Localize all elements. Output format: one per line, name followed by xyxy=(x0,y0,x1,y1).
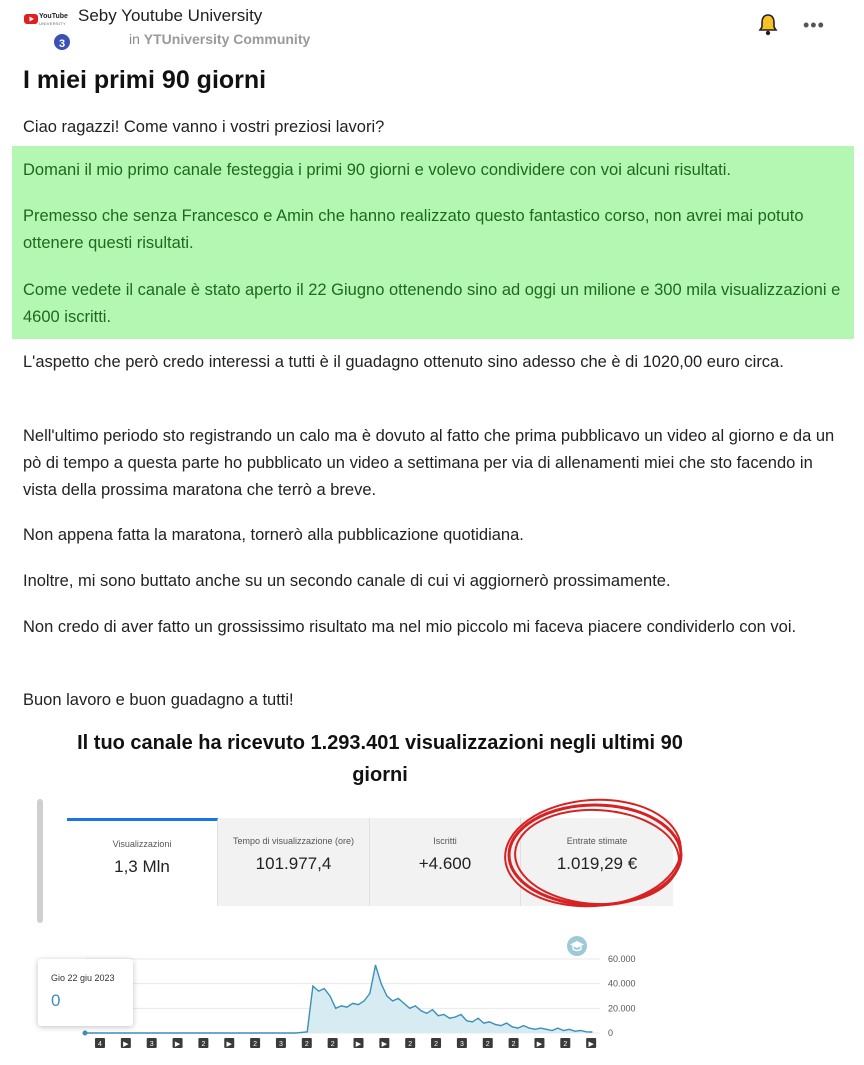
metric-value: 101.977,4 xyxy=(255,854,332,873)
upload-marker-label: 3 xyxy=(149,1041,154,1048)
data-point xyxy=(438,1015,439,1016)
data-point xyxy=(164,1032,165,1033)
data-point xyxy=(312,986,313,987)
data-point xyxy=(255,1032,256,1033)
post-paragraph: Non credo di aver fatto un grossissimo risultato ma nel mio piccolo mi faceva piacere condividerlo con voi. xyxy=(23,618,797,636)
data-point xyxy=(346,1007,347,1008)
data-point xyxy=(460,1014,461,1015)
data-point xyxy=(159,1032,160,1033)
y-tick-label: 20.000 xyxy=(608,1003,636,1014)
data-point xyxy=(381,983,382,984)
data-point xyxy=(187,1032,188,1033)
data-point xyxy=(130,1032,131,1033)
metric-label: Iscritti xyxy=(433,836,457,846)
data-point xyxy=(221,1032,222,1033)
data-point xyxy=(113,1032,114,1033)
data-point xyxy=(238,1032,239,1033)
data-point xyxy=(136,1032,137,1033)
data-point xyxy=(574,1031,575,1032)
data-point xyxy=(478,1018,479,1019)
upload-marker-label: 2 xyxy=(563,1041,568,1048)
data-point xyxy=(569,1029,570,1030)
data-point xyxy=(204,1032,205,1033)
data-point xyxy=(176,1032,177,1033)
y-tick-label: 0 xyxy=(608,1028,614,1038)
metric-tab-subscribers[interactable] xyxy=(370,818,521,906)
upload-marker-label: ▶ xyxy=(381,1041,388,1048)
metric-tab-watch-time[interactable] xyxy=(218,818,370,906)
chart-tooltip xyxy=(38,959,133,1026)
post-paragraph: Inoltre, mi sono buttato anche su un secondo canale di cui vi aggiornerò prossimamente. xyxy=(23,572,671,590)
data-point xyxy=(443,1014,444,1015)
scrollbar[interactable] xyxy=(37,799,43,923)
data-point xyxy=(358,1004,359,1005)
data-point xyxy=(272,1032,273,1033)
community-prefix: in xyxy=(129,31,140,47)
metric-value: 1,3 Mln xyxy=(114,857,170,876)
data-point xyxy=(375,965,376,966)
data-point xyxy=(500,1025,501,1026)
bell-icon[interactable] xyxy=(757,13,779,37)
data-point xyxy=(557,1028,558,1029)
data-point xyxy=(455,1016,456,1017)
data-point xyxy=(398,998,399,999)
data-point xyxy=(284,1032,285,1033)
post-paragraph: Premesso che senza Francesco e Amin che hanno realizzato questo fantastico corso, non avrei mai potuto ottenere questi risultati. xyxy=(23,207,804,252)
data-point xyxy=(563,1030,564,1031)
post-paragraph: Nell'ultimo periodo sto registrando un calo ma è dovuto al fatto che prima pubblicavo un video al giorno e da un pò di tempo a questa parte ho pubblicato un video a settimana per via di allenamenti miei che sto facendo in vista della prossima maratona che terrò a breve. xyxy=(23,427,835,499)
metric-label: Visualizzazioni xyxy=(112,839,172,849)
post-title: I miei primi 90 giorni xyxy=(23,66,267,94)
data-point xyxy=(534,1029,535,1030)
data-point xyxy=(215,1032,216,1033)
data-point xyxy=(472,1021,473,1022)
data-point xyxy=(523,1025,524,1026)
post-header xyxy=(0,0,864,60)
data-point xyxy=(403,1003,404,1004)
data-point xyxy=(233,1032,234,1033)
data-point xyxy=(426,1013,427,1014)
logo-subtext: UNIVERSITY xyxy=(39,21,67,26)
data-point xyxy=(392,1000,393,1001)
data-point xyxy=(540,1028,541,1029)
data-point xyxy=(250,1032,251,1033)
data-point xyxy=(386,995,387,996)
data-point xyxy=(506,1023,507,1024)
upload-marker-label: ▶ xyxy=(588,1041,594,1048)
data-point xyxy=(261,1032,262,1033)
data-point xyxy=(352,1003,353,1004)
author-name[interactable]: Seby Youtube University xyxy=(78,6,263,25)
data-point xyxy=(329,995,330,996)
data-point xyxy=(227,1032,228,1033)
metric-tab-views[interactable] xyxy=(67,818,218,906)
upload-marker-label: 2 xyxy=(253,1041,258,1048)
logo-text: YouTube xyxy=(39,13,68,20)
data-point xyxy=(546,1029,547,1030)
data-point xyxy=(415,1005,416,1006)
upload-marker-label: ▶ xyxy=(123,1041,129,1048)
upload-marker-label: ▶ xyxy=(355,1041,362,1048)
data-point xyxy=(335,1008,336,1009)
upload-marker-label: 2 xyxy=(201,1041,206,1048)
data-point xyxy=(107,1032,108,1033)
data-point xyxy=(341,1005,342,1006)
metric-value: +4.600 xyxy=(418,854,472,873)
upload-marker-label: 2 xyxy=(434,1041,439,1048)
data-point xyxy=(181,1032,182,1033)
data-point xyxy=(153,1032,154,1033)
data-point xyxy=(529,1028,530,1029)
analytics-headline: Il tuo canale ha ricevuto 1.293.401 visualizzazioni negli ultimi 90 giorni xyxy=(77,732,683,786)
data-point xyxy=(278,1032,279,1033)
upload-marker-label: 2 xyxy=(485,1041,490,1048)
metric-label: Tempo di visualizzazione (ore) xyxy=(232,836,355,846)
post-paragraph: Ciao ragazzi! Come vanno i vostri preziosi lavori? xyxy=(23,118,385,136)
upload-marker-label: ▶ xyxy=(536,1041,543,1048)
data-point xyxy=(124,1032,125,1033)
data-point xyxy=(580,1030,581,1031)
data-point xyxy=(119,1032,120,1033)
upload-marker-label: 2 xyxy=(330,1041,335,1048)
data-point xyxy=(170,1032,171,1033)
post-paragraph: L'aspetto che però credo interessi a tutti è il guadagno ottenuto sino adesso che è di 1020,00 euro circa. xyxy=(23,353,784,371)
data-point xyxy=(432,1009,433,1010)
upload-marker-label: ▶ xyxy=(226,1041,232,1048)
community-name[interactable]: YTUniversity Community xyxy=(143,31,311,47)
data-point xyxy=(267,1032,268,1033)
data-point xyxy=(244,1032,245,1033)
post-paragraph: Non appena fatta la maratona, tornerò alla pubblicazione quotidiana. xyxy=(23,526,524,544)
post-paragraph: Domani il mio primo canale festeggia i primi 90 giorni e volevo condividere con voi alcuni risultati. xyxy=(23,161,732,179)
data-point xyxy=(141,1032,142,1033)
upload-marker-label: 3 xyxy=(278,1041,283,1048)
more-options-icon[interactable]: ••• xyxy=(803,15,825,35)
data-point xyxy=(552,1030,553,1031)
y-tick-label: 60.000 xyxy=(608,954,636,964)
data-point xyxy=(210,1032,211,1033)
post-paragraph: Buon lavoro e buon guadagno a tutti! xyxy=(23,691,294,709)
data-point xyxy=(290,1032,291,1033)
upload-marker-label: 2 xyxy=(511,1041,516,1048)
data-point xyxy=(324,988,325,989)
start-point-marker xyxy=(83,1031,88,1036)
tooltip-date: Gio 22 giu 2023 xyxy=(51,973,115,983)
data-point xyxy=(586,1031,587,1032)
data-point xyxy=(301,1032,302,1033)
data-point xyxy=(147,1032,148,1033)
data-point xyxy=(591,1031,592,1032)
data-point xyxy=(517,1028,518,1029)
data-point xyxy=(369,993,370,994)
red-circle-annotation xyxy=(500,795,690,913)
data-point xyxy=(409,1008,410,1009)
play-logo-icon xyxy=(24,14,38,24)
area-fill xyxy=(85,965,592,1033)
data-point xyxy=(307,1031,308,1032)
data-point xyxy=(489,1021,490,1022)
metric-value: 1.019,29 € xyxy=(556,854,638,873)
data-point xyxy=(512,1026,513,1027)
upload-marker-label: 4 xyxy=(98,1041,102,1048)
data-point xyxy=(364,1000,365,1001)
level-badge: 3 xyxy=(52,32,72,52)
metric-label: Entrate stimate xyxy=(566,836,628,846)
data-point xyxy=(102,1032,103,1033)
data-point xyxy=(318,991,319,992)
data-point xyxy=(483,1023,484,1024)
upload-marker-label: 2 xyxy=(304,1041,309,1048)
graduation-cap-icon[interactable] xyxy=(567,936,587,956)
upload-marker-label: 3 xyxy=(459,1041,464,1048)
tooltip-value: 0 xyxy=(51,991,61,1010)
upload-marker-label: 2 xyxy=(408,1041,413,1048)
data-point xyxy=(466,1020,467,1021)
data-point xyxy=(193,1032,194,1033)
y-tick-label: 40.000 xyxy=(608,978,636,989)
data-point xyxy=(96,1032,97,1033)
data-point xyxy=(198,1032,199,1033)
data-point xyxy=(421,1010,422,1011)
data-point xyxy=(449,1018,450,1019)
data-point xyxy=(295,1032,296,1033)
post-paragraph: Come vedete il canale è stato aperto il 22 Giugno ottenendo sino ad oggi un milione e 300 mila visualizzazioni e 4600 iscritti. xyxy=(23,281,841,326)
data-point xyxy=(495,1024,496,1025)
community-link[interactable] xyxy=(129,31,310,47)
upload-marker-label: ▶ xyxy=(174,1041,181,1048)
data-point xyxy=(90,1032,91,1033)
